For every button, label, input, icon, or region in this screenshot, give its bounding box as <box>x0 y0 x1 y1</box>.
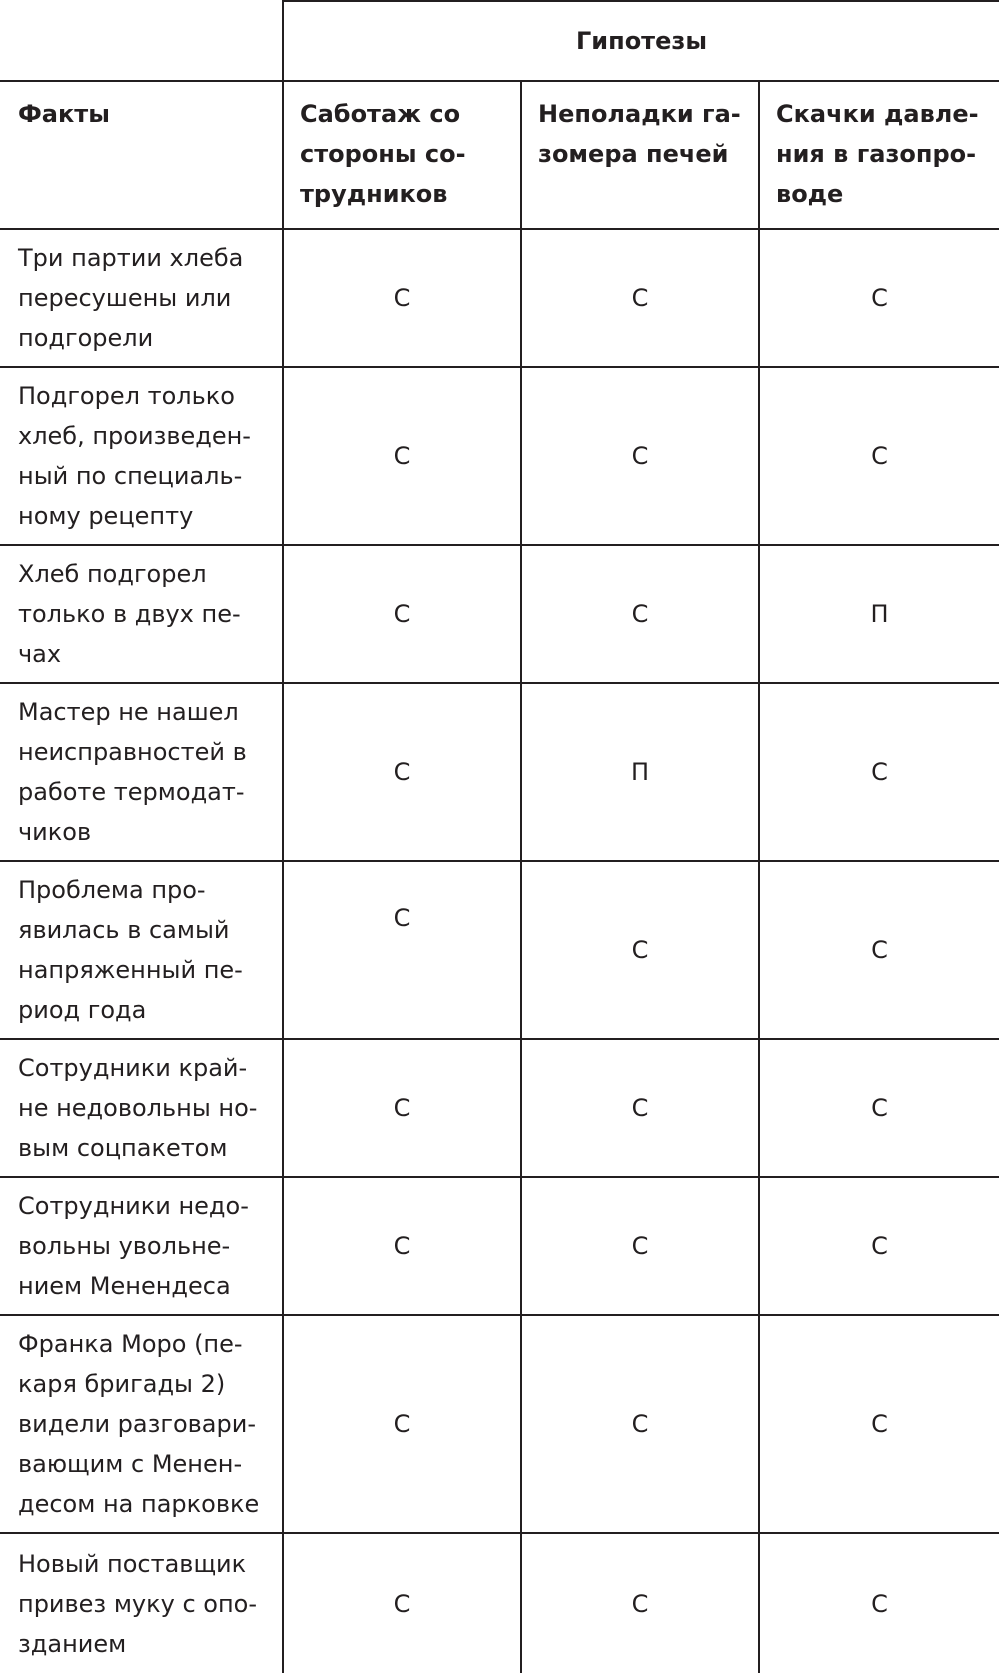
fact-cell: Подгорел только хлеб, произведен-ный по специаль-ному рецепту <box>0 367 283 545</box>
meter-value: С <box>521 861 759 1039</box>
pressure-value: С <box>759 1533 999 1673</box>
hypotheses-title-row <box>0 1 999 81</box>
pressure-value: С <box>759 861 999 1039</box>
meter-column-header: Неполадки га-зомера печей <box>521 81 759 229</box>
table-row <box>0 229 999 367</box>
sabotage-value: С <box>283 861 521 1039</box>
sabotage-value: С <box>283 1315 521 1533</box>
pressure-value: П <box>759 545 999 683</box>
fact-cell: Проблема про-явилась в самый напряженный пе-риод года <box>0 861 283 1039</box>
pressure-value: С <box>759 229 999 367</box>
meter-value: С <box>521 229 759 367</box>
table-row <box>0 545 999 683</box>
column-header-row <box>0 81 999 229</box>
hypotheses-title: Гипотезы <box>283 1 999 81</box>
sabotage-value: С <box>283 545 521 683</box>
sabotage-column-header: Саботаж со стороны со-трудников <box>283 81 521 229</box>
table-row <box>0 367 999 545</box>
fact-cell: Три партии хлеба пересушены или подгорели <box>0 229 283 367</box>
pressure-value: С <box>759 1315 999 1533</box>
meter-value: П <box>521 683 759 861</box>
sabotage-value: С <box>283 683 521 861</box>
pressure-value: С <box>759 683 999 861</box>
fact-cell: Мастер не нашел неисправностей в работе термодат-чиков <box>0 683 283 861</box>
table-row <box>0 1039 999 1177</box>
table-row <box>0 861 999 1039</box>
pressure-value: С <box>759 1039 999 1177</box>
fact-cell: Сотрудники край-не недовольны но-вым соцпакетом <box>0 1039 283 1177</box>
pressure-value: С <box>759 367 999 545</box>
meter-value: С <box>521 367 759 545</box>
facts-column-header: Факты <box>0 81 283 229</box>
fact-cell: Сотрудники недо-вольны увольне-нием Менендеса <box>0 1177 283 1315</box>
table-row <box>0 1177 999 1315</box>
meter-value: С <box>521 1177 759 1315</box>
meter-value: С <box>521 1039 759 1177</box>
fact-cell: Новый поставщик привез муку с опо-зданием <box>0 1533 283 1673</box>
fact-cell: Хлеб подгорел только в двух пе-чах <box>0 545 283 683</box>
sabotage-value: С <box>283 1039 521 1177</box>
table-row <box>0 1533 999 1673</box>
fact-cell: Франка Моро (пе-каря бригады 2) видели разговари-вающим с Менен-десом на парковке <box>0 1315 283 1533</box>
sabotage-value: С <box>283 1177 521 1315</box>
meter-value: С <box>521 1533 759 1673</box>
sabotage-value: С <box>283 229 521 367</box>
meter-value: С <box>521 1315 759 1533</box>
table-row <box>0 683 999 861</box>
pressure-value: С <box>759 1177 999 1315</box>
meter-value: С <box>521 545 759 683</box>
pressure-column-header: Скачки давле-ния в газопро-воде <box>759 81 999 229</box>
sabotage-value: С <box>283 367 521 545</box>
table-row <box>0 1315 999 1533</box>
corner-cell <box>0 1 283 81</box>
sabotage-value: С <box>283 1533 521 1673</box>
